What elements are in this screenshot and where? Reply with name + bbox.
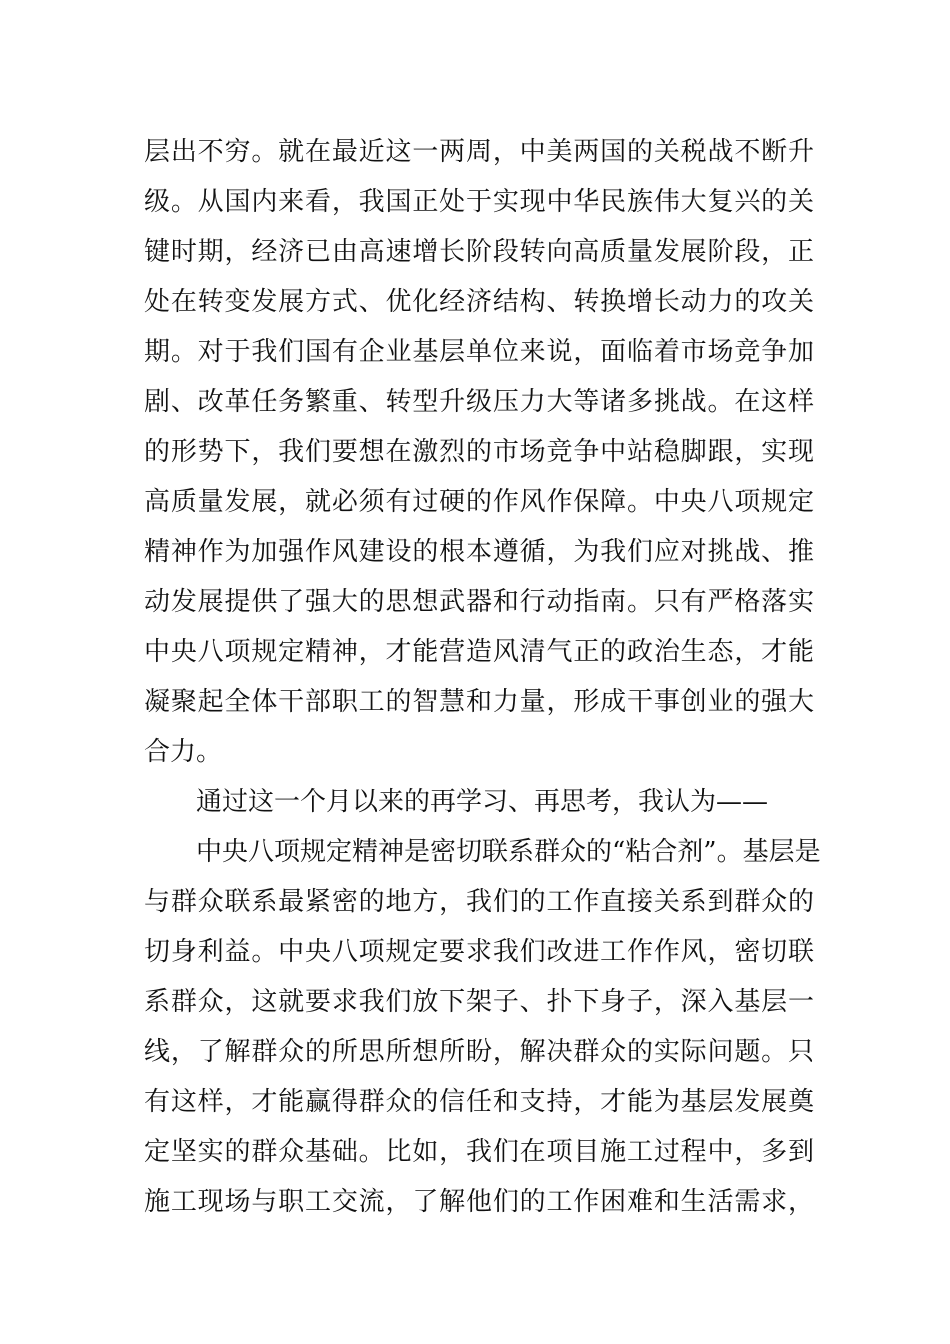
- text-line: 系群众，这就要求我们放下架子、扑下身子，深入基层一: [144, 987, 814, 1017]
- text-line: 层出不穷。就在最近这一两周，中美两国的关税战不断升: [144, 137, 814, 167]
- text-line: 键时期，经济已由高速增长阶段转向高质量发展阶段，正: [144, 237, 814, 267]
- text-line: 定坚实的群众基础。比如，我们在项目施工过程中，多到: [144, 1137, 814, 1167]
- text-line: 级。从国内来看，我国正处于实现中华民族伟大复兴的关: [144, 187, 814, 217]
- text-line: 剧、改革任务繁重、转型升级压力大等诸多挑战。在这样: [144, 387, 814, 417]
- text-line: 中央八项规定精神是密切联系群众的“粘合剂”。基层是: [196, 837, 821, 867]
- text-line: 通过这一个月以来的再学习、再思考，我认为——: [196, 787, 769, 817]
- text-line: 与群众联系最紧密的地方，我们的工作直接关系到群众的: [144, 887, 814, 917]
- text-line: 中央八项规定精神，才能营造风清气正的政治生态，才能: [144, 637, 814, 667]
- text-line: 动发展提供了强大的思想武器和行动指南。只有严格落实: [144, 587, 814, 617]
- text-line: 线，了解群众的所思所想所盼，解决群众的实际问题。只: [144, 1037, 814, 1067]
- text-line: 施工现场与职工交流，了解他们的工作困难和生活需求，: [144, 1187, 814, 1217]
- text-line: 合力。: [144, 737, 223, 767]
- text-line: 的形势下，我们要想在激烈的市场竞争中站稳脚跟，实现: [144, 437, 814, 467]
- text-line: 精神作为加强作风建设的根本遵循，为我们应对挑战、推: [144, 537, 814, 567]
- text-line: 处在转变发展方式、优化经济结构、转换增长动力的攻关: [144, 287, 814, 317]
- text-line: 有这样，才能赢得群众的信任和支持，才能为基层发展奠: [144, 1087, 814, 1117]
- text-line: 凝聚起全体干部职工的智慧和力量，形成干事创业的强大: [144, 687, 814, 717]
- text-line: 期。对于我们国有企业基层单位来说，面临着市场竞争加: [144, 337, 814, 367]
- text-line: 高质量发展，就必须有过硬的作风作保障。中央八项规定: [144, 487, 814, 517]
- text-line: 切身利益。中央八项规定要求我们改进工作作风，密切联: [144, 937, 814, 967]
- body-text: [144, 127, 821, 1227]
